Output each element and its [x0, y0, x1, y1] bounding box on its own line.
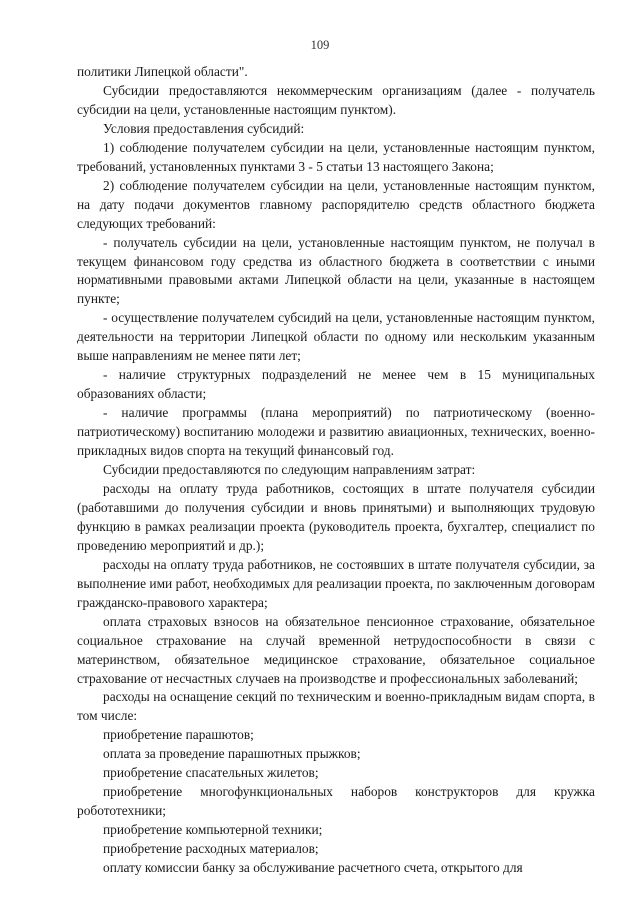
paragraph: Субсидии предоставляются некоммерческим организациям (далее - получатель субсидии на цели, установленные настоящим пунктом).	[77, 82, 595, 117]
page-number: 109	[310, 38, 330, 52]
paragraph: оплату комиссии банку за обслуживание расчетного счета, открытого для	[103, 860, 523, 876]
paragraph: - наличие программы (плана мероприятий) по патриотическому (военно-патриотическому) воспитанию молодежи и развитию авиационных, технических, военно-прикладных видов спорта на текущий финансовый год.	[77, 405, 595, 459]
paragraph: 1) соблюдение получателем субсидии на цели, установленные настоящим пунктом, требований, установленных пунктами 3 - 5 статьи 13 настоящего Закона;	[77, 139, 595, 174]
paragraph: расходы на оснащение секций по техническим и военно-прикладным видам спорта, в том числе:	[77, 689, 595, 724]
paragraph: Субсидии предоставляются по следующим направлениям затрат:	[103, 462, 476, 478]
paragraph: приобретение спасательных жилетов;	[103, 765, 319, 781]
paragraph: оплата страховых взносов на обязательное пенсионное страхование, обязательное социальное страхование на случай временной нетрудоспособности в связи с материнством, обязательное медицинское страхование, обязательное социальное страхование от несчастных случаев на производстве и профессиональных заболеваний;	[77, 613, 595, 686]
paragraph: расходы на оплату труда работников, состоящих в штате получателя субсидии (работавшими до получения субсидии и вновь принятыми) и выполняющих трудовую функцию в рамках реализации проекта (руководитель проекта, бухгалтер, специалист по проведению мероприятий и др.);	[77, 480, 595, 553]
paragraph: приобретение многофункциональных наборов конструкторов для кружка робототехники;	[77, 784, 595, 819]
paragraph: политики Липецкой области".	[77, 64, 248, 79]
paragraph: - наличие структурных подразделений не менее чем в 15 муниципальных образованиях области;	[77, 367, 595, 402]
paragraph: приобретение компьютерной техники;	[103, 822, 323, 838]
paragraph: приобретение расходных материалов;	[103, 841, 319, 857]
paragraph: Условия предоставления субсидий:	[103, 120, 305, 136]
paragraph: оплата за проведение парашютных прыжков;	[103, 746, 361, 762]
document-body	[77, 63, 595, 878]
paragraph: приобретение парашютов;	[103, 727, 254, 743]
paragraph: расходы на оплату труда работников, не состоявших в штате получателя субсидии, за выполнение ими работ, необходимых для реализации проекта, по заключенным договорам гражданско-правового характера;	[77, 556, 595, 610]
paragraph: - получатель субсидии на цели, установленные настоящим пунктом, не получал в текущем финансовом году средства из областного бюджета в соответствии с иными нормативными правовыми актами Липецкой области на цели, указанные в настоящем пункте;	[77, 234, 595, 307]
paragraph: - осуществление получателем субсидий на цели, установленные настоящим пунктом, деятельности на территории Липецкой области по одному или нескольким указанным выше направлениям не менее пяти лет;	[77, 310, 595, 364]
paragraph: 2) соблюдение получателем субсидии на цели, установленные настоящим пунктом, на дату подачи документов главному распорядителю средств областного бюджета следующих требований:	[77, 177, 595, 231]
